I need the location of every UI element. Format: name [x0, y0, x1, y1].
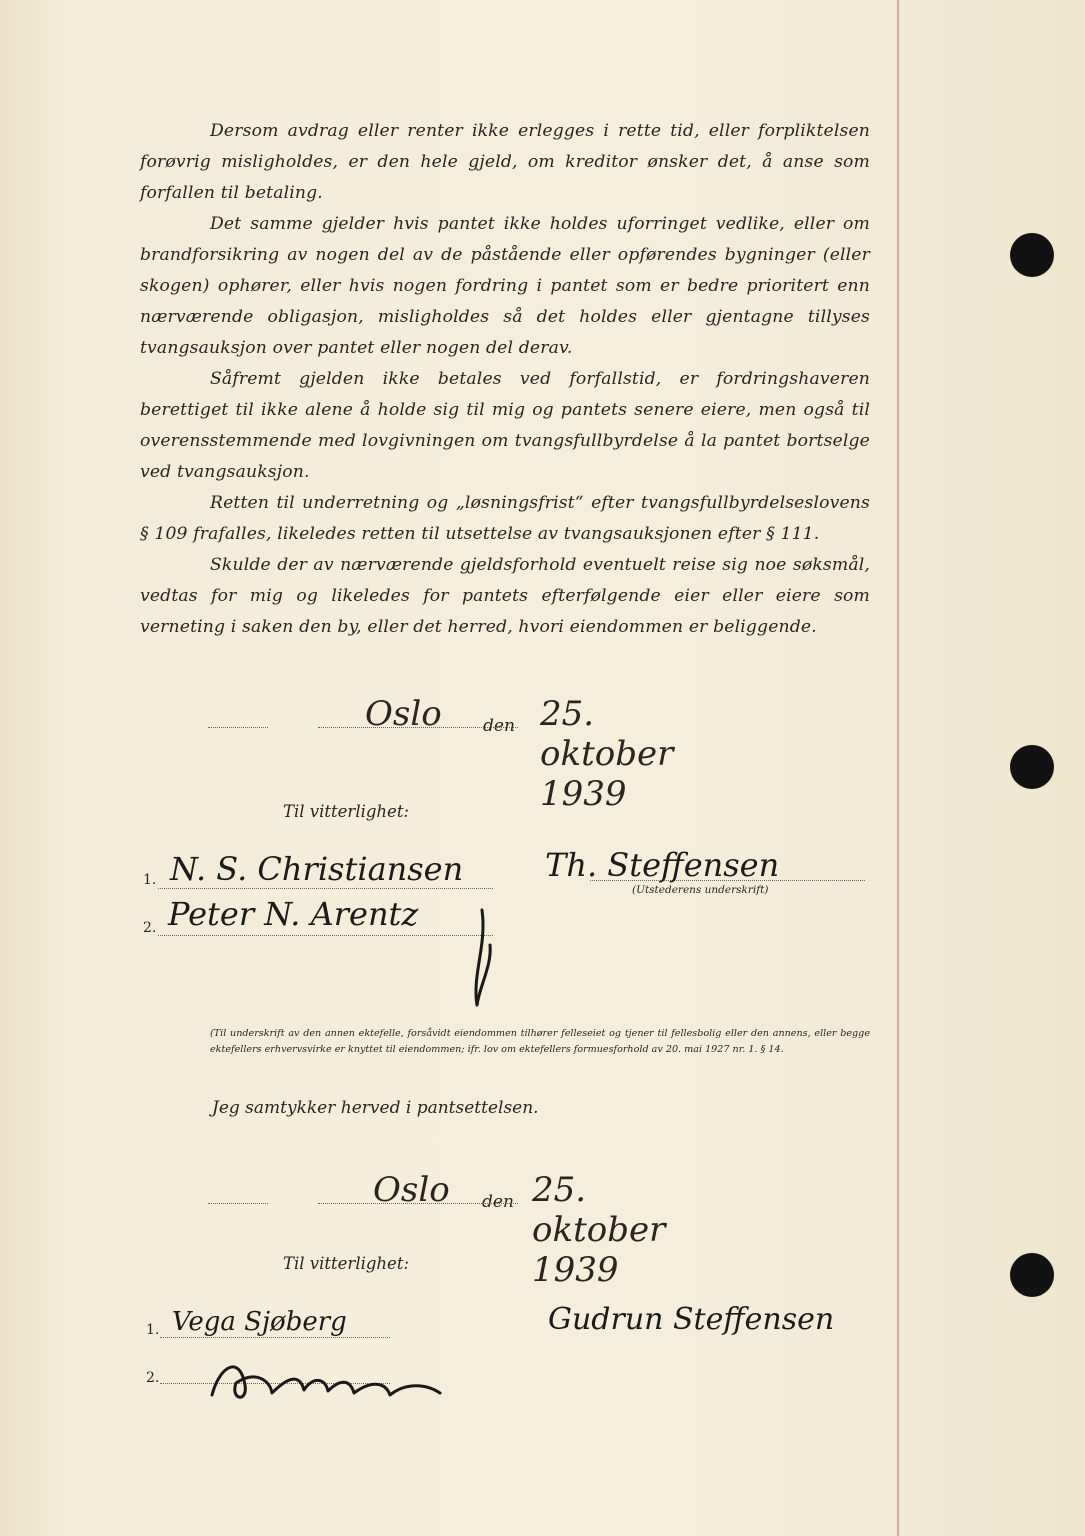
- witness-line-2: [158, 935, 493, 936]
- spouse-signature: Gudrun Steffensen: [548, 1302, 835, 1337]
- witness-number-2: 2.: [143, 920, 157, 936]
- punch-hole-top: [1010, 233, 1054, 277]
- witness-signature-2: Peter N. Arentz: [168, 895, 419, 933]
- terms-text: [140, 116, 870, 643]
- date-value-1: 25. oktober 1939: [540, 694, 674, 814]
- witness-line-1: [158, 888, 493, 889]
- witness2-signature-1: Vega Sjøberg: [172, 1307, 347, 1337]
- paragraph-default: Dersom avdrag eller renter ikke erlegges i rette tid, eller forpliktelsen forøvrig misligholdes, er den hele gjeld, om kreditor ønsker det, å anse som forfallen til betaling.: [140, 121, 870, 203]
- date-den-label-1: den: [483, 716, 515, 736]
- date-den-label-2: den: [482, 1192, 514, 1212]
- date-dotted-line-1: [208, 727, 268, 728]
- margin-rule: [897, 0, 899, 1536]
- consent-statement: Jeg samtykker herved i pantsettelsen.: [212, 1098, 539, 1118]
- witness-signature-1: N. S. Christiansen: [170, 850, 464, 888]
- date-dotted-line-1b: [318, 727, 518, 728]
- date-place-1: Oslo: [365, 694, 442, 734]
- paragraph-venue: Skulde der av nærværende gjeldsforhold eventuelt reise sig noe søksmål, vedtas for mig og likeledes for pantets efterfølgende eier eller eiere som verneting i saken den by, eller det herred, hvori eiendommen er beliggende.: [140, 555, 870, 637]
- paragraph-notice: Retten til underretning og „løsningsfrist“ efter tvangsfullbyrdelseslovens § 109 frafalles, likeledes retten til utsettelse av tvangsauksjonen efter § 111.: [140, 493, 870, 544]
- witness-number-1: 1.: [143, 872, 157, 888]
- witness2-number-2: 2.: [146, 1370, 160, 1386]
- date-dotted-line-2b: [318, 1203, 518, 1204]
- witness2-line-1: [160, 1337, 390, 1338]
- witness2-signature-2-scribble: [200, 1345, 480, 1415]
- date-place-2: Oslo: [373, 1170, 450, 1210]
- punch-hole-middle: [1010, 745, 1054, 789]
- witness-label-1: Til vitterlighet:: [283, 802, 410, 821]
- paragraph-forced-sale: Såfremt gjelden ikke betales ved forfallstid, er fordringshaveren berettiget til ikke alene å holde sig til mig og pantets senere eiere, men også til overensstemmende med lovgivningen om tvangsfullbyrdelse å la pantet bortselge ved tvangsauksjon.: [140, 369, 870, 482]
- witness-signature-flourish: [462, 905, 502, 1015]
- spouse-consent-footnote: (Til underskrift av den annen ektefelle, forsåvidt eiendommen tilhører felleseiet og tjener til fellesbolig eller den annens, eller begge ektefellers erhvervsvirke er knyttet til eiendommen; ifr. lov om ektefellers formuesforhold av 20. mai 1927 nr. 1. § 14.: [210, 1028, 870, 1055]
- punch-hole-bottom: [1010, 1253, 1054, 1297]
- issuer-signature: Th. Steffensen: [545, 846, 780, 884]
- witness2-number-1: 1.: [146, 1322, 160, 1338]
- date-value-2: 25. oktober 1939: [532, 1170, 666, 1290]
- witness-label-2: Til vitterlighet:: [283, 1254, 410, 1273]
- paragraph-maintenance: Det samme gjelder hvis pantet ikke holdes uforringet vedlike, eller om brandforsikring av nogen del av de påstående eller opførendes bygninger (eller skogen) ophører, eller hvis nogen fordring i pantet som er bedre prioritert enn nærværende obligasjon, misligholdes så det holdes eller gjentagne tillyses tvangsauksjon over pantet eller nogen del derav.: [140, 214, 870, 358]
- date-dotted-line-2: [208, 1203, 268, 1204]
- issuer-signature-caption: (Utstederens underskrift): [632, 884, 769, 896]
